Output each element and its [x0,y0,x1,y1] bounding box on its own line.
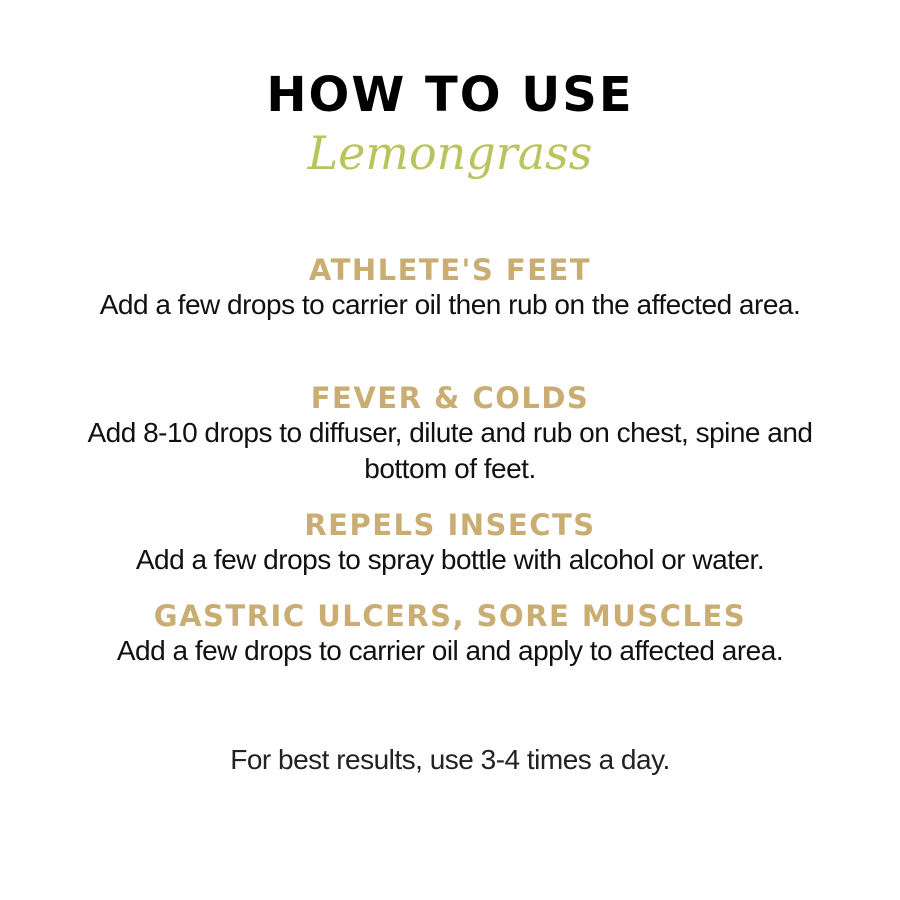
use-description: Add a few drops to carrier oil and apply to affected area. [116,635,784,666]
use-section-gastric-ulcers [60,599,840,669]
use-description: Add 8-10 drops to diffuser, dilute and rub on chest, spine and bottom of feet. [87,417,813,484]
use-heading: GASTRIC ULCERS, SORE MUSCLES [153,599,747,633]
use-heading: ATHLETE'S FEET [308,253,592,287]
use-section-repels-insects [80,508,820,578]
use-heading: REPELS INSECTS [304,508,596,542]
use-description: Add a few drops to spray bottle with alcohol or water. [135,544,765,575]
usage-frequency-note: For best results, use 3-4 times a day. [230,744,670,775]
use-section-athletes-feet [80,253,820,323]
page-title: HOW TO USE [266,67,634,123]
use-heading: FEVER & COLDS [310,381,590,415]
use-description: Add a few drops to carrier oil then rub on the affected area. [99,289,801,320]
use-section-fever-colds [80,381,820,487]
product-name: Lemongrass [307,126,593,180]
